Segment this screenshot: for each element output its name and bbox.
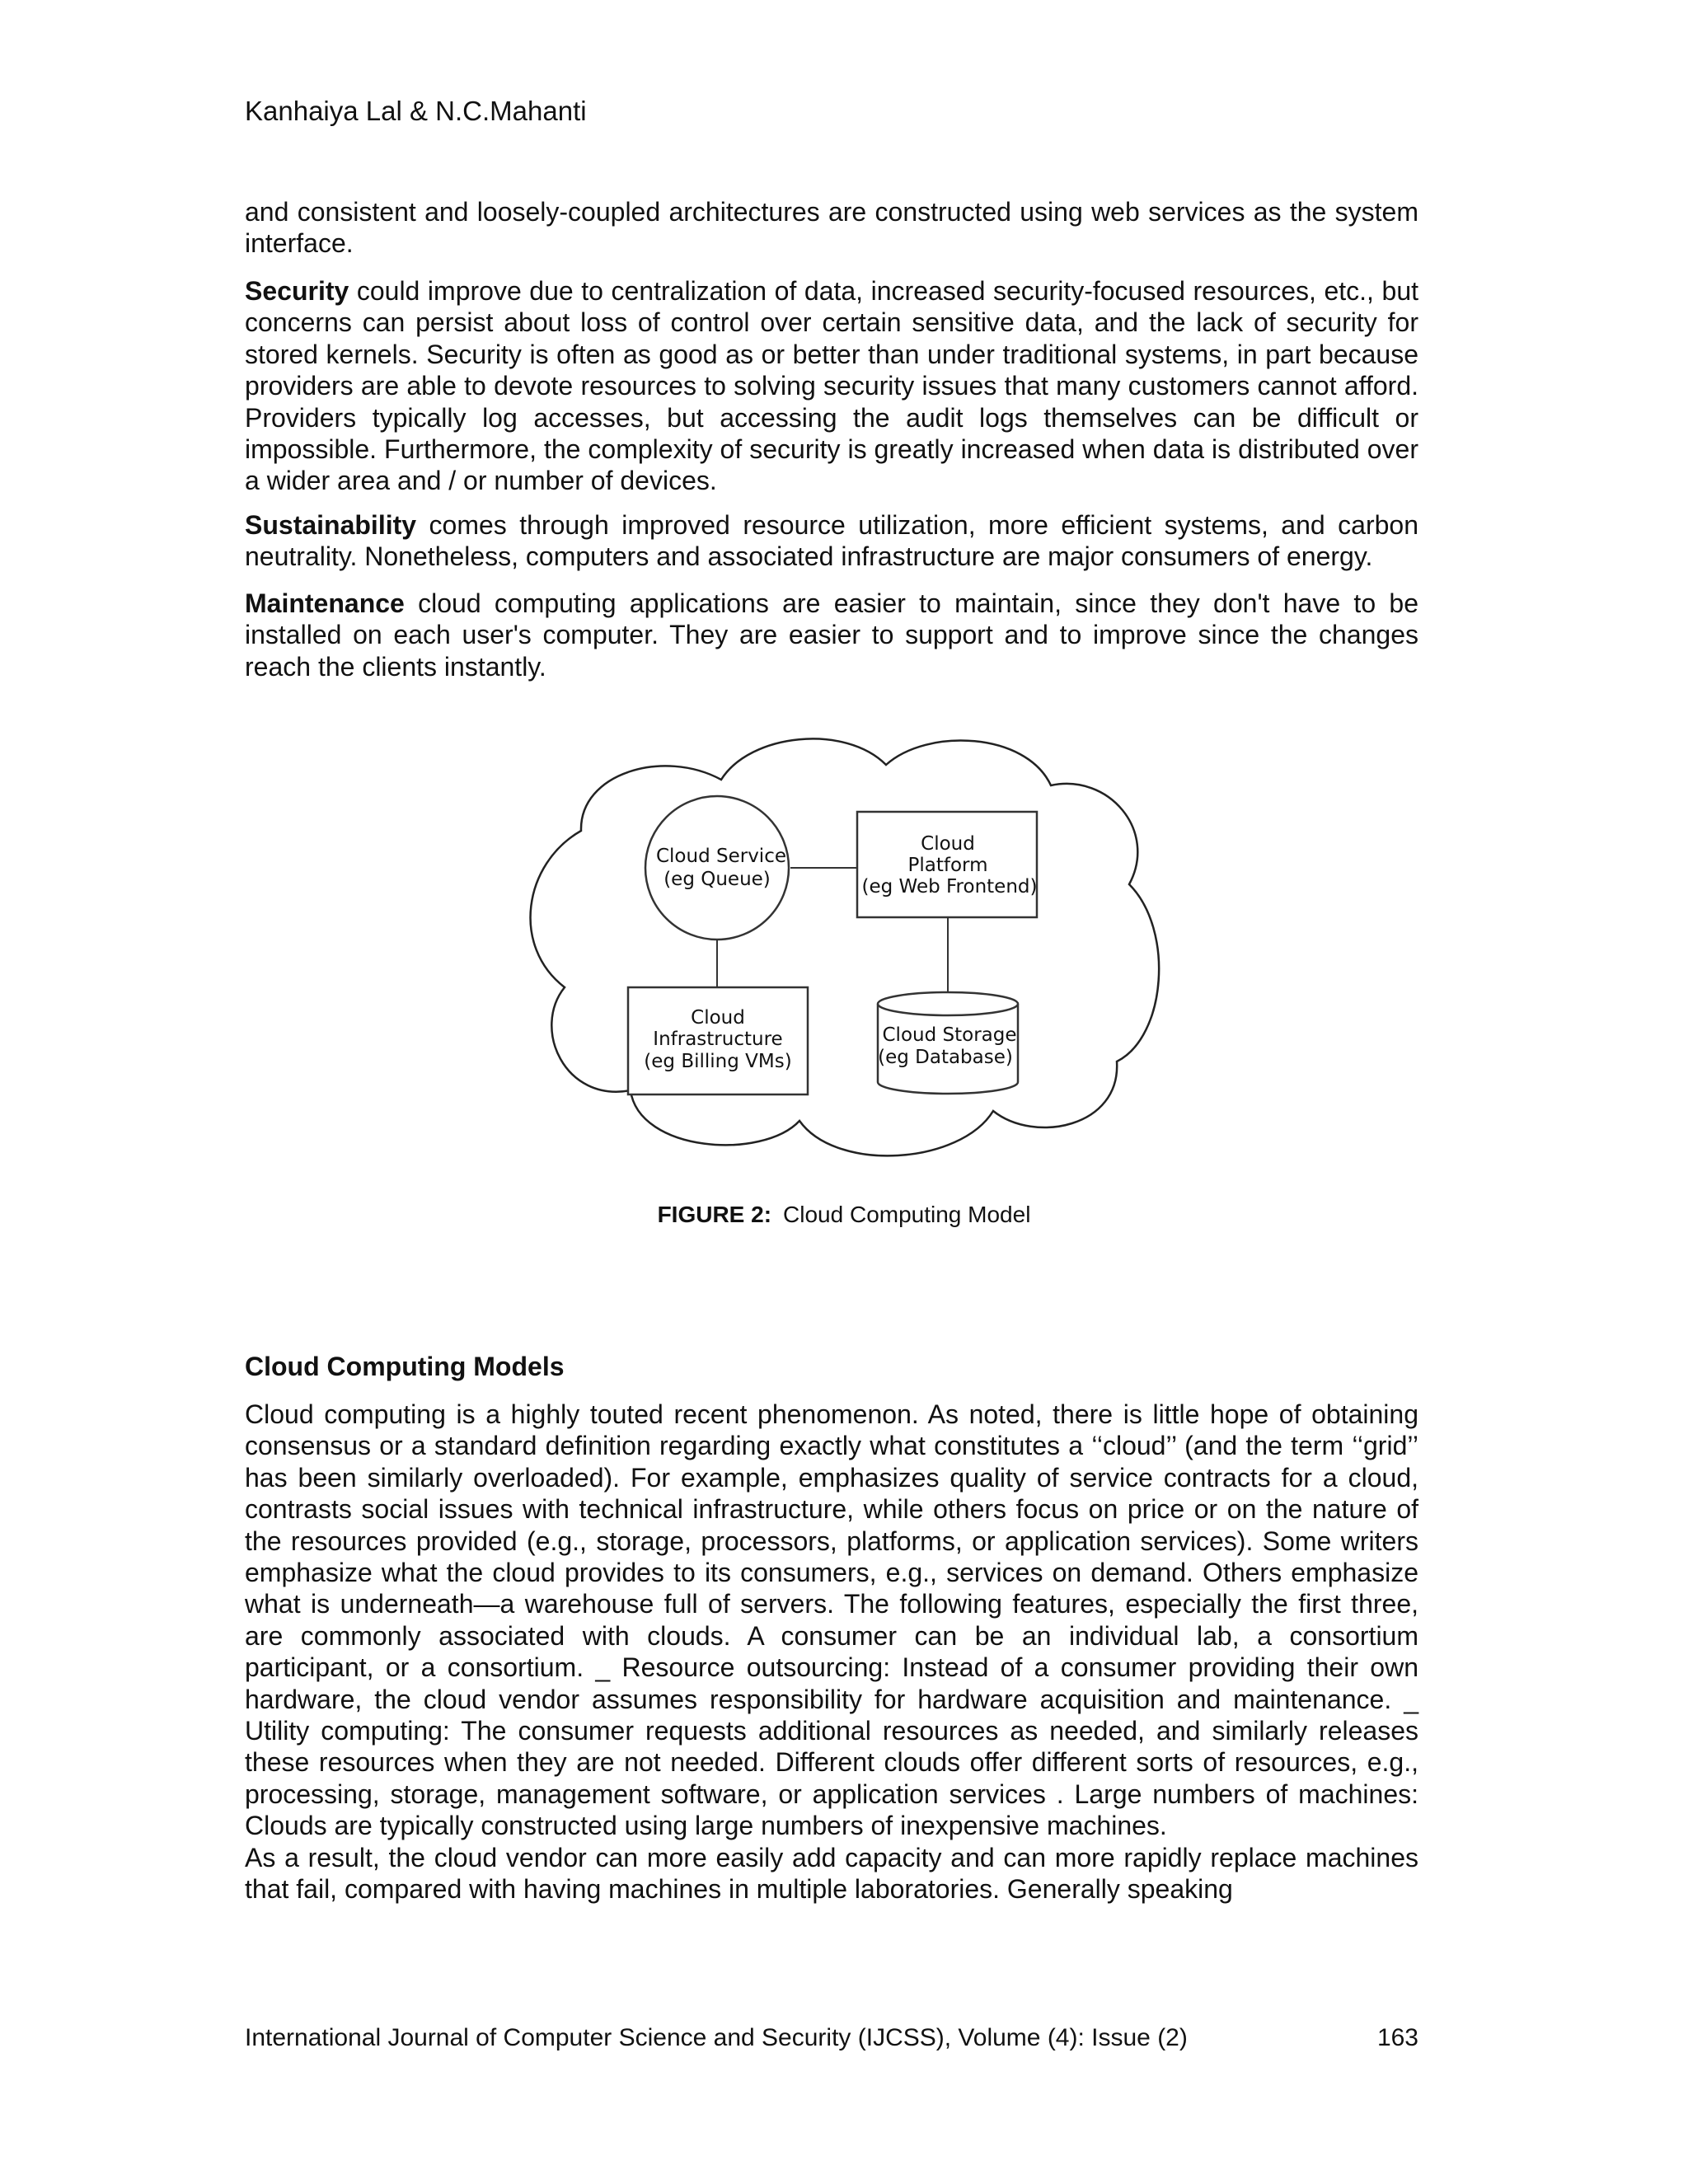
cloud-service-label-line1: Cloud Service [655, 846, 787, 867]
cloud-platform-label-line3: (eg Web Frontend) [861, 876, 1038, 898]
cloud-platform-label-line1: Cloud [921, 833, 975, 855]
page-number: 163 [1376, 2024, 1418, 2051]
figure-caption-text: Cloud Computing Model [783, 1202, 1031, 1227]
cloud-models-text-1: Cloud computing is a highly touted recent phenomenon. As noted, there is little hope of obtaining consensus or a standard definition regarding exactly what constitutes a ‘‘cloud’’ (and the term ‘‘grid’’ has been similarly overloaded). For example, emphasizes quality of service contracts for a cloud, contrasts social issues with technical infrastructure, while others focus on price or on the nature of the resources provided (e.g., storage, processors, platforms, or application services). Some writers emphasize what the cloud provides to its consumers, e.g., services on demand. Others emphasize what is underneath—a warehouse full of servers. The following features, especially the first three, are commonly associated with clouds. A consumer can be an individual lab, a consortium participant, or a consortium. _ Resource outsourcing: Instead of a consumer providing their own hardware, the cloud vendor assumes responsibility for hardware acquisition and maintenance. _ Utility computing: The consumer requests additional resources as needed, and similarly releases these resources when they are not needed. Different clouds offer different sorts of resources, e.g., processing, storage, management software, or application services . Large numbers of machines: Clouds are typically constructed using large numbers of inexpensive machines. [245, 1399, 1418, 1841]
term-security: Security [245, 276, 349, 306]
paragraph-security [245, 275, 1418, 497]
journal-citation: International Journal of Computer Science and Security (IJCSS), Volume (4): Issue (2) [245, 2024, 1188, 2051]
cloud-storage-top [878, 992, 1018, 1015]
sustainability-text: comes through improved resource utilization, more efficient systems, and carbon neutrality. Nonetheless, computers and associated infrastructure are major consumers of energy. [245, 510, 1418, 572]
cloud-models-text-2: As a result, the cloud vendor can more easily add capacity and can more rapidly replace machines that fail, compared with having machines in multiple laboratories. Generally speaking [245, 1842, 1418, 1905]
cloud-infrastructure-label-line1: Cloud [691, 1007, 745, 1029]
page-footer [245, 2023, 1418, 2053]
cloud-service-label-line2: (eg Queue) [663, 869, 771, 890]
cloud-infrastructure-label-line3: (eg Billing VMs) [644, 1051, 792, 1072]
cloud-storage-label-line2: (eg Database) [878, 1047, 1013, 1068]
security-text: could improve due to centralization of data, increased security-focused resources, etc., but concerns can persist about loss of control over certain sensitive data, and the lack of security for stored kernels. Security is often as good as or better than under traditional systems, in part because providers are able to devote resources to solving security issues that many customers cannot afford. Providers typically log accesses, but accessing the audit logs themselves can be difficult or impossible. Furthermore, the complexity of security is greatly increased when data is distributed over a wider area and / or number of devices. [245, 276, 1418, 496]
figure-caption-label: FIGURE 2: [657, 1202, 772, 1227]
cloud-platform-label-line2: Platform [907, 855, 988, 876]
cloud-outline [531, 738, 1160, 1155]
cloud-computing-model-figure [515, 715, 1166, 1177]
cloud-diagram [515, 715, 1166, 1177]
cloud-infrastructure-label-line2: Infrastructure [653, 1029, 783, 1050]
maintenance-text: cloud computing applications are easier to maintain, since they don't have to be installed on each user's computer. They are easier to support and to improve since the changes reach the clients instantly. [245, 588, 1418, 682]
paragraph-sustainability [245, 509, 1418, 573]
paragraph-maintenance [245, 588, 1418, 682]
cloud-service-node [645, 796, 789, 940]
paragraph-cloud-models [245, 1399, 1418, 1905]
term-maintenance: Maintenance [245, 588, 405, 618]
paragraph-intro-continuation: and consistent and loosely-coupled architectures are constructed using web services as the system interface. [245, 197, 1418, 259]
term-sustainability: Sustainability [245, 510, 417, 540]
section-heading: Cloud Computing Models [245, 1352, 565, 1381]
cloud-storage-label-line1: Cloud Storage [882, 1024, 1017, 1046]
figure-caption [0, 1201, 1688, 1229]
running-header: Kanhaiya Lal & N.C.Mahanti [245, 96, 587, 126]
